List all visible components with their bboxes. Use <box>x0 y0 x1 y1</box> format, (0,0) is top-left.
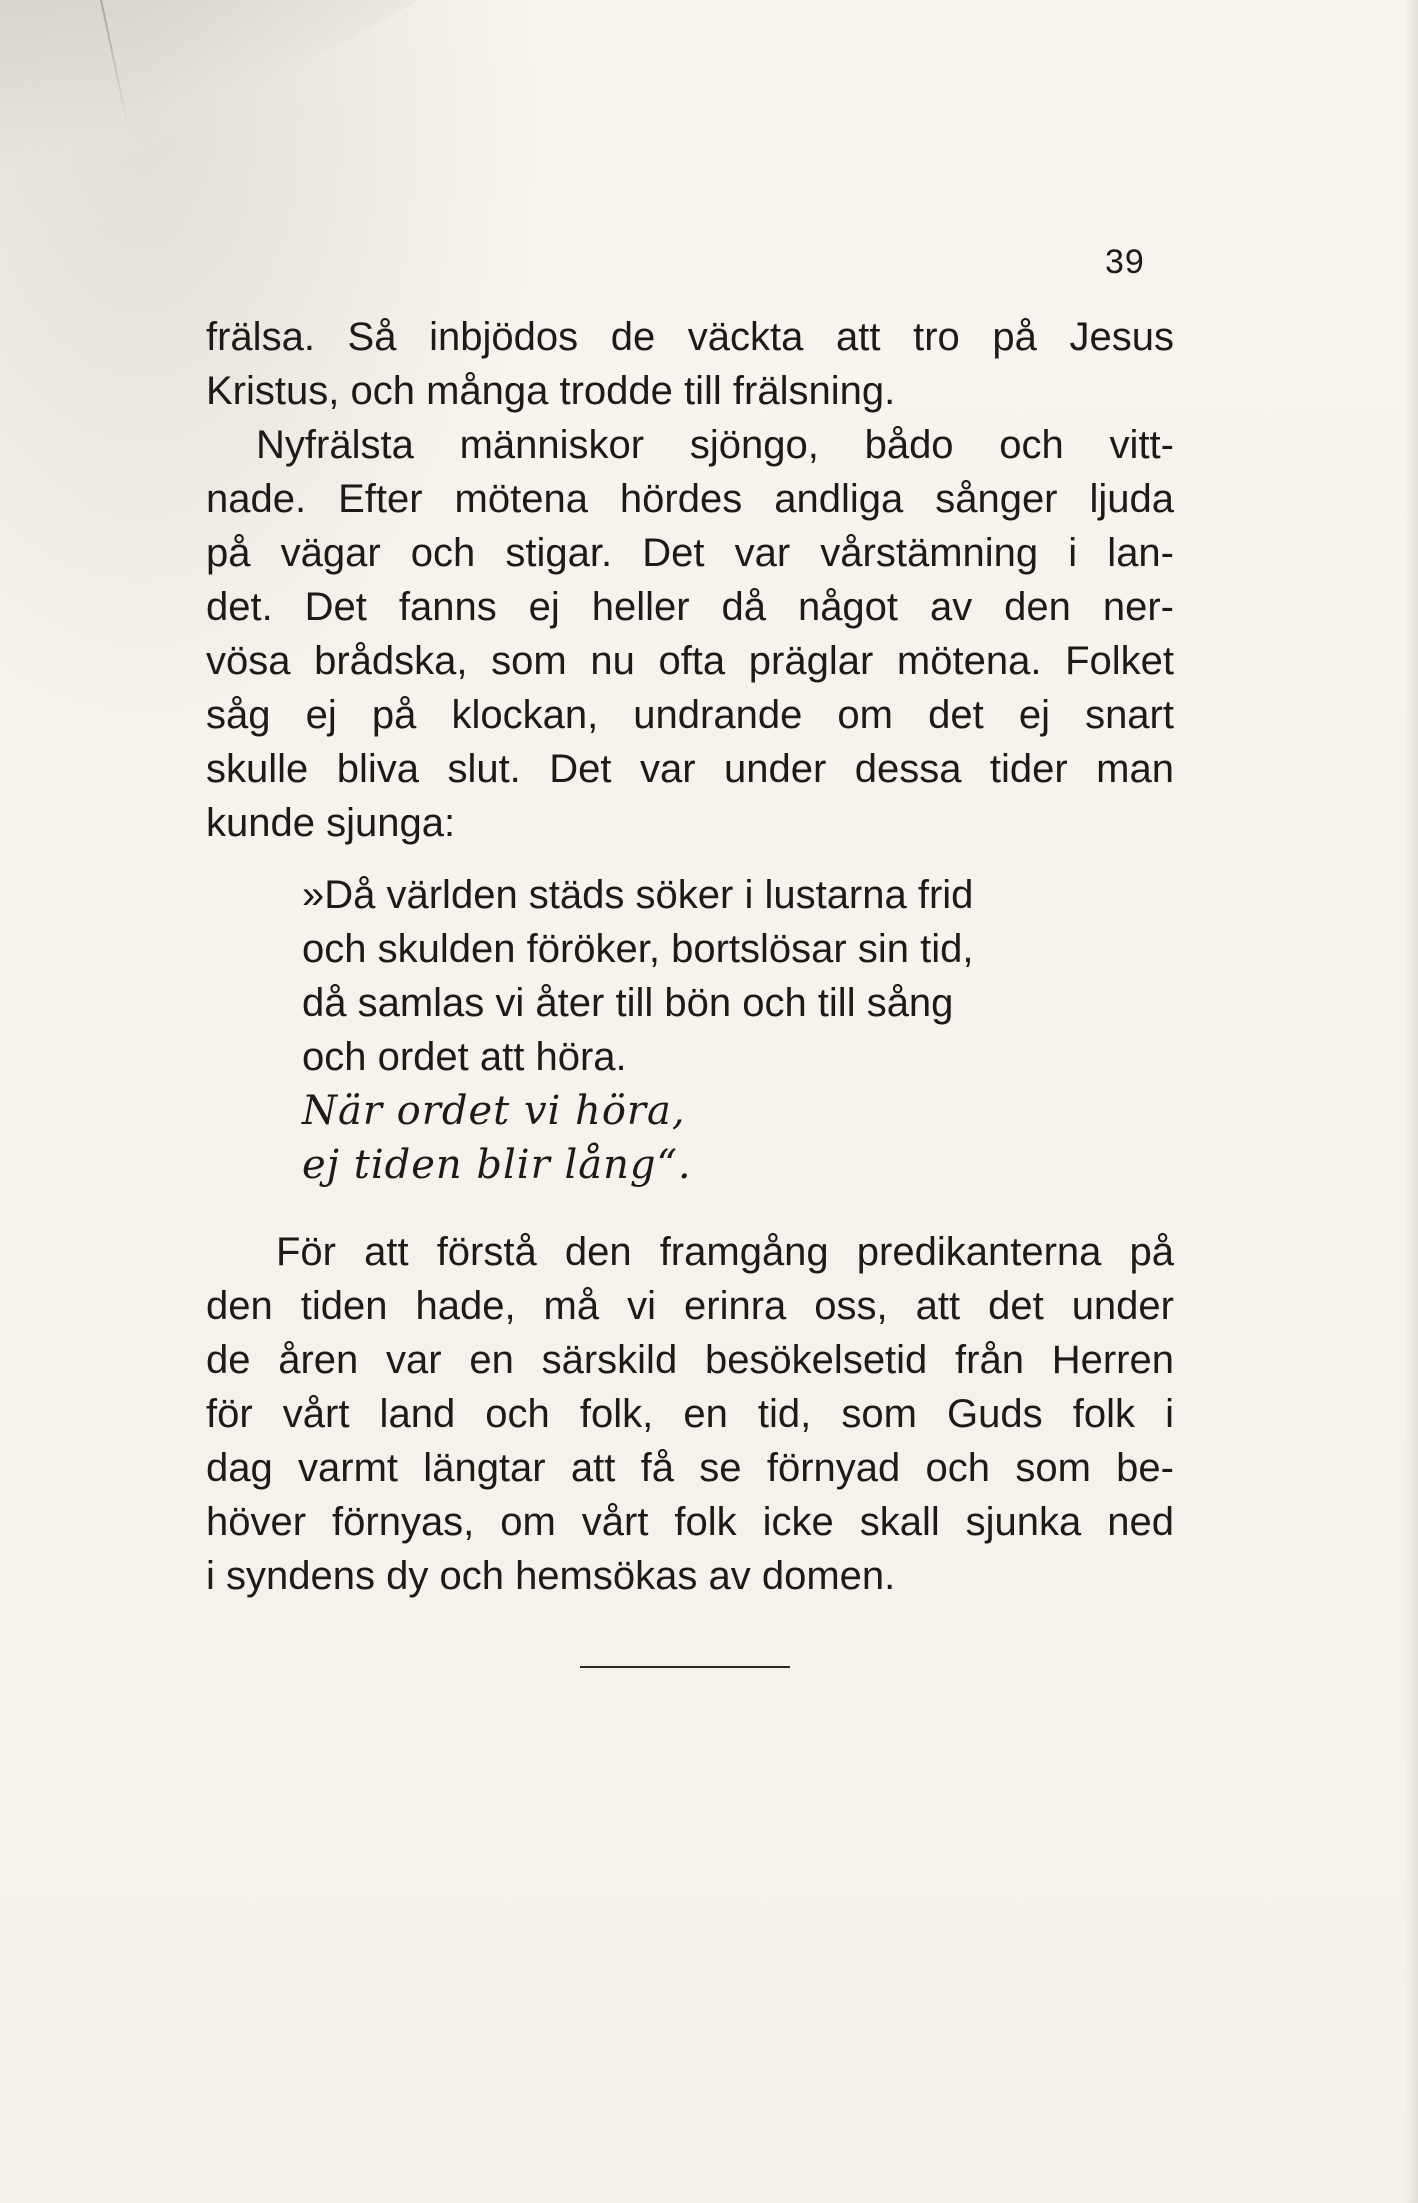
body-text-bottom <box>206 1225 1174 1603</box>
text-line: dag varmt längtar att få se förnyad och som be- <box>206 1446 1174 1490</box>
hymn-quote <box>302 868 973 1192</box>
folded-corner <box>0 0 420 230</box>
text-line: skulle bliva slut. Det var under dessa tider man <box>206 747 1174 791</box>
body-text-top <box>206 310 1174 850</box>
section-divider <box>580 1666 790 1668</box>
poem-refrain-line: ej tiden blir lång“. <box>302 1142 692 1188</box>
page-number: 39 <box>1105 243 1145 281</box>
text-line: För att förstå den framgång predikanterna på <box>276 1230 1174 1274</box>
text-line: i syndens dy och hemsökas av domen. <box>206 1554 896 1598</box>
text-line: Nyfrälsta människor sjöngo, bådo och vitt- <box>256 423 1174 467</box>
text-line: nade. Efter mötena hördes andliga sånger ljuda <box>206 477 1174 521</box>
poem-line: då samlas vi åter till bön och till sång <box>302 981 954 1025</box>
text-line: på vägar och stigar. Det var vårstämning i lan- <box>206 531 1174 575</box>
poem-line: och skulden föröker, bortslösar sin tid, <box>302 927 974 971</box>
text-line: frälsa. Så inbjödos de väckta att tro på Jesus <box>206 315 1174 359</box>
text-line: såg ej på klockan, undrande om det ej snart <box>206 693 1174 737</box>
text-line: höver förnyas, om vårt folk icke skall sjunka ned <box>206 1500 1174 1544</box>
page-edge-shadow <box>1404 0 1418 2203</box>
text-line: för vårt land och folk, en tid, som Guds folk i <box>206 1392 1174 1436</box>
text-line: kunde sjunga: <box>206 801 456 845</box>
poem-refrain-line: När ordet vi höra, <box>302 1088 686 1134</box>
poem-line: och ordet att höra. <box>302 1035 627 1079</box>
text-line: det. Det fanns ej heller då något av den ner- <box>206 585 1174 629</box>
text-line: Kristus, och många trodde till frälsning. <box>206 369 896 413</box>
poem-line: »Då världen städs söker i lustarna frid <box>302 873 974 917</box>
text-line: de åren var en särskild besökelsetid från Herren <box>206 1338 1174 1382</box>
text-line: vösa brådska, som nu ofta präglar mötena. Folket <box>206 639 1174 683</box>
text-line: den tiden hade, må vi erinra oss, att det under <box>206 1284 1174 1328</box>
